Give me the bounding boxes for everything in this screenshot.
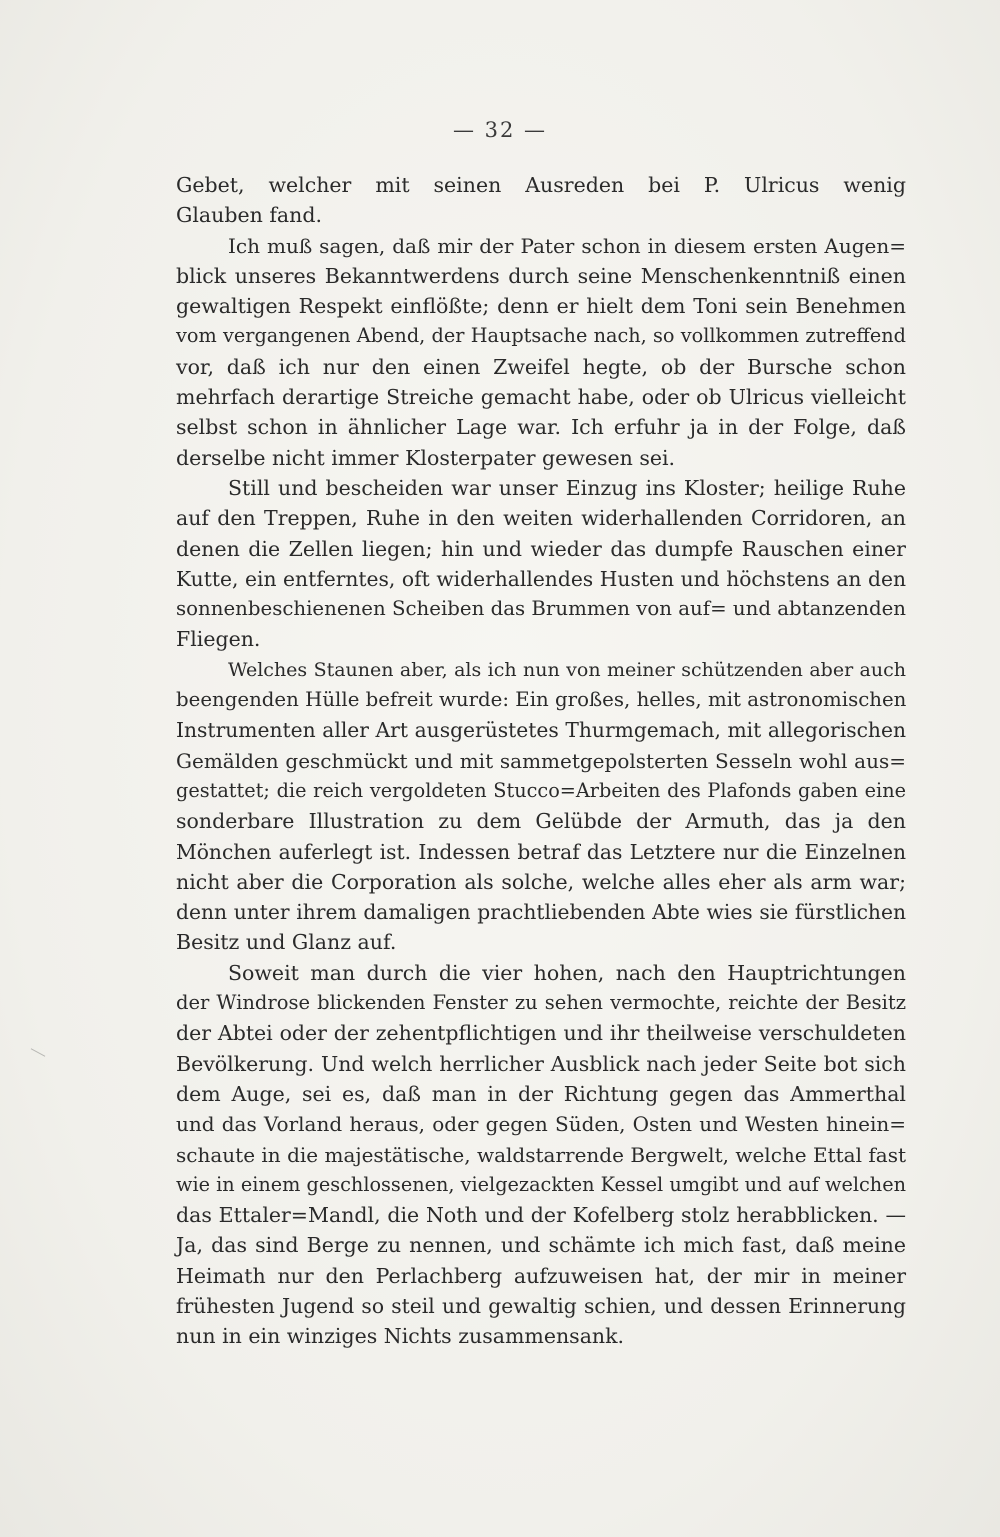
text-line: Besitz und Glanz auf. — [176, 930, 397, 955]
text-line: Gemälden geschmückt und mit sammetgepolsterten Sesseln wohl aus= — [176, 748, 906, 773]
text-line: Gebet, welcher mit seinen Ausreden bei P. Ulricus wenig — [176, 173, 906, 197]
text-line: Ja, das sind Berge zu nennen, und schämte ich mich fast, daß meine — [176, 1233, 906, 1258]
text-line: der Abtei oder der zehentpflichtigen und ihr theilweise verschuldeten — [176, 1021, 906, 1046]
text-line: Still und bescheiden war unser Einzug ins Kloster; heilige Ruhe — [228, 475, 906, 500]
text-line: nun in ein winziges Nichts zusammensank. — [176, 1324, 625, 1349]
text-line: selbst schon in ähnlicher Lage war. Ich erfuhr ja in der Folge, daß — [176, 415, 906, 440]
text-line: Welches Staunen aber, als ich nun von meiner schützenden aber auch — [228, 658, 906, 681]
page-number: — 32 — — [452, 118, 548, 142]
text-line: Heimath nur den Perlachberg aufzuweisen hat, der mir in meiner — [176, 1263, 906, 1288]
text-line: Kutte, ein entferntes, oft widerhallendes Husten und höchstens an den — [176, 566, 906, 591]
text-line: sonnenbeschienenen Scheiben das Brummen von auf= und abtanzenden — [176, 597, 906, 621]
body-text — [176, 170, 906, 1352]
text-line: gewaltigen Respekt einflößte; denn er hielt dem Toni sein Benehmen — [176, 294, 906, 319]
margin-mark — [31, 1048, 46, 1056]
text-line: beengenden Hülle befreit wurde: Ein großes, helles, mit astronomischen — [176, 688, 907, 712]
text-line: vom vergangenen Abend, der Hauptsache nach, so vollkommen zutreffend — [176, 324, 906, 348]
text-line: und das Vorland heraus, oder gegen Süden, Osten und Westen hinein= — [176, 1112, 906, 1137]
text-line: dem Auge, sei es, daß man in der Richtung gegen das Ammerthal — [176, 1081, 906, 1106]
text-line: denen die Zellen liegen; hin und wieder das dumpfe Rauschen einer — [176, 536, 906, 561]
text-line: wie in einem geschlossenen, vielgezackten Kessel umgibt und auf welchen — [176, 1172, 906, 1196]
text-line: gestattet; die reich vergoldeten Stucco=Arbeiten des Plafonds gaben eine — [176, 778, 906, 802]
text-line: Soweit man durch die vier hohen, nach den Hauptrichtungen — [228, 960, 906, 985]
text-line: derselbe nicht immer Klosterpater gewesen sei. — [176, 445, 676, 470]
text-line: vor, daß ich nur den einen Zweifel hegte, ob der Bursche schon — [176, 354, 906, 379]
text-line: Bevölkerung. Und welch herrlicher Ausblick nach jeder Seite bot sich — [176, 1051, 906, 1076]
text-line: frühesten Jugend so steil und gewaltig schien, und dessen Erinnerung — [176, 1293, 906, 1318]
text-line: der Windrose blickenden Fenster zu sehen vermochte, reichte der Besitz — [176, 991, 906, 1015]
text-line: Ich muß sagen, daß mir der Pater schon in diesem ersten Augen= — [228, 233, 906, 258]
text-line: schaute in die majestätische, waldstarrende Bergwelt, welche Ettal fast — [176, 1142, 906, 1167]
text-line: mehrfach derartige Streiche gemacht habe, oder ob Ulricus vielleicht — [176, 385, 906, 410]
text-line: blick unseres Bekanntwerdens durch seine Menschenkenntniß einen — [176, 263, 906, 288]
text-line: auf den Treppen, Ruhe in den weiten widerhallenden Corridoren, an — [176, 506, 906, 531]
text-line: Mönchen auferlegt ist. Indessen betraf das Letztere nur die Einzelnen — [176, 839, 906, 864]
text-line: das Ettaler=Mandl, die Noth und der Kofelberg stolz herabblicken. — — [176, 1203, 906, 1228]
text-line: Instrumenten aller Art ausgerüstetes Thurmgemach, mit allegorischen — [176, 718, 906, 743]
text-line: Glauben fand. — [176, 203, 322, 228]
text-line: nicht aber die Corporation als solche, welche alles eher als arm war; — [176, 869, 906, 894]
text-line: denn unter ihrem damaligen prachtliebenden Abte wies sie fürstlichen — [176, 900, 906, 925]
text-line: Fliegen. — [176, 627, 261, 652]
text-line: sonderbare Illustration zu dem Gelübde der Armuth, das ja den — [176, 809, 906, 834]
